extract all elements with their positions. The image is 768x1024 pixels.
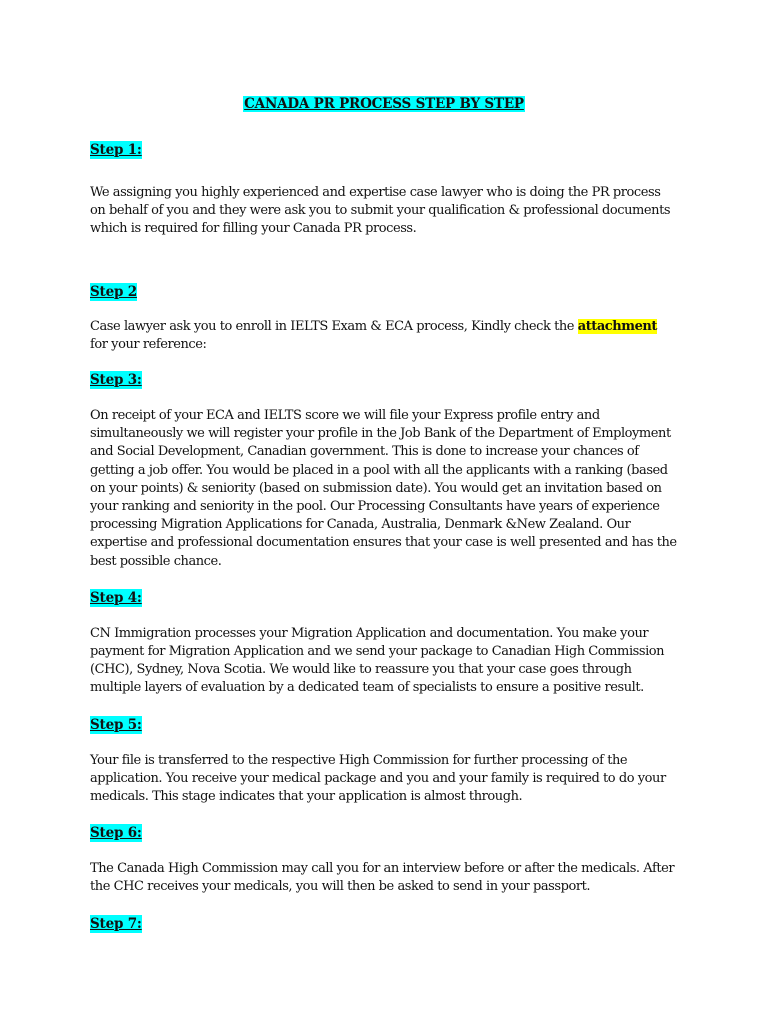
step-3-heading-row — [90, 370, 678, 389]
step-1-text: We assigning you highly experienced and expertise case lawyer who is doing the PR process on behalf of you and they were ask you to submit your qualification & professional documents which is required for filling your Canada PR process. — [90, 185, 671, 237]
step-7-heading-row — [90, 914, 678, 933]
step-5-text: Your file is transferred to the respective High Commission for further processing of the application. You receive your medical package and you and your family is required to do your medicals. This stage indicates that your application is almost through. — [90, 752, 666, 805]
title-row — [90, 93, 678, 114]
step-3-text: On receipt of your ECA and IELTS score we will file your Express profile entry and simultaneously we will register your profile in the Job Bank of the Department of Employment and Social Development, Canadian government. This is done to increase your chances of getting a job offer. You would be placed in a pool with all the applicants with a ranking (based on your points) & seniority (based on submission date). You would get an invitation based on your ranking and seniority in the pool. Our Processing Consultants have years of experience processing Migration Applications for Canada, Australia, Denmark &New Zealand. Our expertise and professional documentation ensures that your case is well presented and has the best possible chance. — [90, 408, 677, 569]
document-title: CANADA PR PROCESS STEP BY STEP — [244, 96, 524, 112]
step-7-heading: Step 7: — [90, 915, 142, 932]
step-2-text-before: Case lawyer ask you to enroll in IELTS Exam & ECA process, Kindly check the — [90, 318, 575, 334]
step-2-text — [90, 318, 678, 354]
step-5-heading-row — [90, 715, 678, 734]
step-3-heading: Step 3: — [90, 372, 142, 389]
step-6-text: The Canada High Commission may call you for an interview before or after the medicals. After the CHC receives your medicals, you will then be asked to send in your passport. — [90, 861, 675, 895]
step-2-heading: Step 2 — [90, 283, 137, 300]
step-1-heading: Step 1: — [90, 142, 142, 158]
attachment-highlight: attachment — [577, 318, 657, 334]
step-5-heading: Step 5: — [90, 716, 142, 733]
step-1-heading-row — [90, 140, 678, 159]
step-4-text: CN Immigration processes your Migration Application and documentation. You make your payment for Migration Application and we send your package to Canadian High Commission (CHC), Sydney, Nova Scotia. We would like to reassure you that your case goes through multiple layers of evaluation by a dedicated team of specialists to ensure a positive result. — [90, 625, 665, 696]
step-2-heading-row — [90, 282, 678, 301]
step-6-heading-row — [90, 823, 678, 842]
step-6-heading: Step 6: — [90, 825, 142, 842]
step-4-heading: Step 4: — [90, 589, 142, 606]
step-4-heading-row — [90, 588, 678, 607]
step-2-text-after: for your reference: — [90, 336, 207, 352]
